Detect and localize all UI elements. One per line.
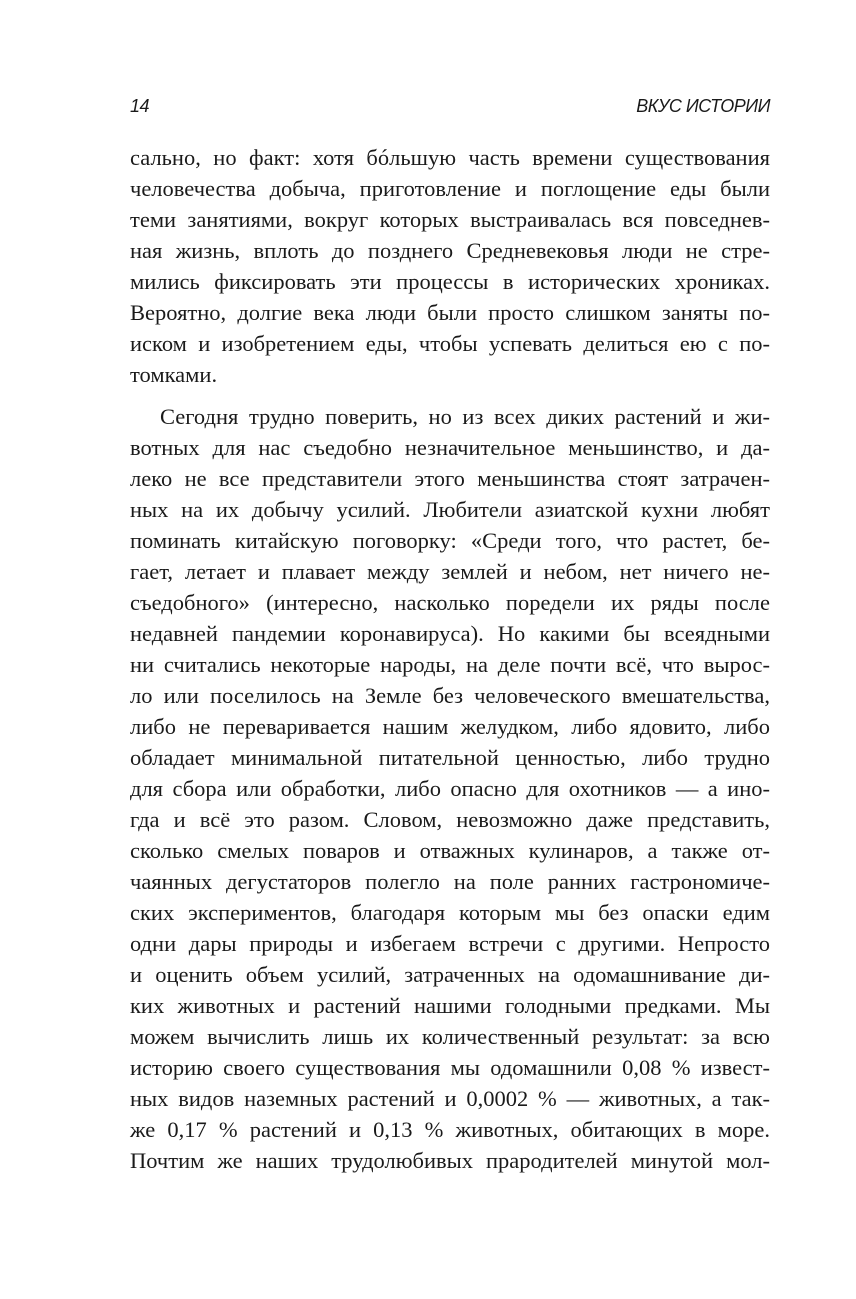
text-line: чаянных дегустаторов полегло на поле ранних гастрономиче-	[130, 869, 770, 894]
text-line: Сегодня трудно поверить, но из всех диких растений и жи-	[160, 404, 770, 429]
text-line: сколько смелых поваров и отважных кулинаров, а также от-	[130, 838, 770, 863]
text-line: вотных для нас съедобно незначительное меньшинство, и да-	[130, 435, 770, 460]
text-line: Вероятно, долгие века люди были просто слишком заняты по-	[130, 300, 770, 325]
text-line: Почтим же наших трудолюбивых прародителей минутой мол-	[130, 1148, 770, 1173]
text-line: съедобного» (интересно, насколько поредели их ряды после	[130, 590, 770, 615]
text-line: гает, летает и плавает между землей и небом, нет ничего не-	[130, 559, 770, 584]
text-line: человечества добыча, приготовление и поглощение еды были	[130, 176, 770, 201]
body-text	[130, 142, 770, 1176]
text-line: недавней пандемии коронавируса). Но какими бы всеядными	[130, 621, 770, 646]
page-number: 14	[130, 96, 150, 116]
text-line: ная жизнь, вплоть до позднего Средневековья люди не стре-	[130, 238, 770, 263]
text-line: для сбора или обработки, либо опасно для охотников — а ино-	[130, 776, 770, 801]
paragraph	[130, 142, 770, 390]
text-line: же 0,17 % растений и 0,13 % животных, обитающих в море.	[130, 1117, 770, 1142]
running-title: ВКУС ИСТОРИИ	[636, 96, 770, 116]
text-line: ких животных и растений нашими голодными предками. Мы	[130, 993, 770, 1018]
paragraph-gap	[130, 390, 770, 401]
text-line: поминать китайскую поговорку: «Среди того, что растет, бе-	[130, 528, 770, 553]
text-line: либо не переваривается нашим желудком, либо ядовито, либо	[130, 714, 770, 739]
text-line: ных на их добычу усилий. Любители азиатской кухни любят	[130, 497, 770, 522]
text-line: можем вычислить лишь их количественный результат: за всю	[130, 1024, 770, 1049]
text-line: ских экспериментов, благодаря которым мы без опаски едим	[130, 900, 770, 925]
text-line: одни дары природы и избегаем встречи с другими. Непросто	[130, 931, 770, 956]
text-line: мились фиксировать эти процессы в исторических хрониках.	[130, 269, 770, 294]
text-line: обладает минимальной питательной ценностью, либо трудно	[130, 745, 770, 770]
text-line: историю своего существования мы одомашнили 0,08 % извест-	[130, 1055, 770, 1080]
text-line: ни считались некоторые народы, на деле почти всё, что вырос-	[130, 652, 770, 677]
text-line: сально, но факт: хотя бóльшую часть времени существования	[130, 145, 770, 170]
text-line: ных видов наземных растений и 0,0002 % — животных, а так-	[130, 1086, 770, 1111]
text-line: теми занятиями, вокруг которых выстраивалась вся повседнев-	[130, 207, 770, 232]
text-line: и оценить объем усилий, затраченных на одомашнивание ди-	[130, 962, 770, 987]
text-line: иском и изобретением еды, чтобы успевать делиться ею с по-	[130, 331, 770, 356]
text-line: гда и всё это разом. Словом, невозможно даже представить,	[130, 807, 770, 832]
paragraph	[130, 401, 770, 1176]
text-line: томками.	[130, 362, 218, 387]
text-line: ло или поселилось на Земле без человеческого вмешательства,	[130, 683, 770, 708]
text-line: леко не все представители этого меньшинства стоят затрачен-	[130, 466, 770, 491]
